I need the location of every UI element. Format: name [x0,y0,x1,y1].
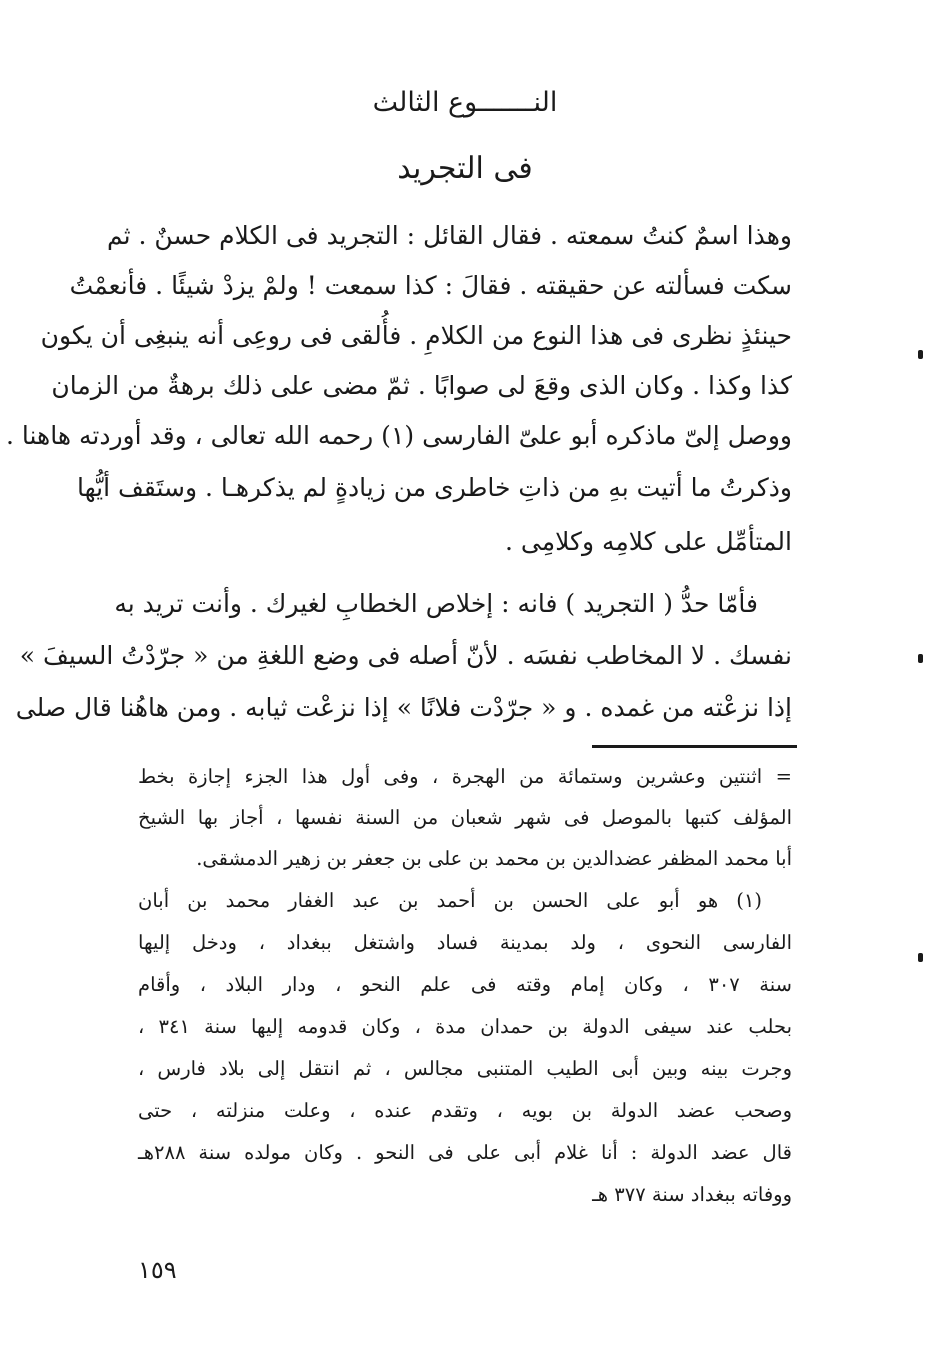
main-text-line: فأمّا حدُّ ( التجريد ) فانه : إخلاص الخطابِ لغيرك . وأنت تريد به [114,589,758,618]
scan-mark [918,350,923,359]
main-text-line: إذا نزعْته من غمده . و « جرّدْت فلانًا » إذا نزعْت ثيابه . ومن هاهُنا قال صلى [15,693,792,722]
chapter-heading: النـــــــوع الثالث [372,87,558,118]
footnote-line: ووفاته ببغداد سنة ٣٧٧ هـ [592,1183,792,1206]
footnote-line: سنة ٣٠٧ ، وكان إمام وقته فى علم النحو ، ودار البلاد ، وأقام [138,973,792,996]
footnote-line: = اثنتين وعشرين وستمائة من الهجرة ، وفى أول هذا الجزء إجازة بخط [138,765,792,788]
footnote-line: الفارسى النحوى ، ولد بمدينة فساد واشتغل ببغداد ، ودخل إليها [138,931,792,954]
main-text-line: وهذا اسمٌ كنتُ سمعته . فقال القائل : التجريد فى الكلام حسنٌ . ثم [106,221,792,250]
main-text-line: حينئذٍ نظرى فى هذا النوع من الكلامِ . فأُلقى فى روعِى أنه ينبغِى أن يكون [40,321,792,350]
main-text-line: المتأمِّل على كلامِه وكلامِى . [505,527,792,556]
main-text-line: كذا وكذا . وكان الذى وقعَ لى صوابًا . ثمّ مضى على ذلك برهةٌ من الزمان [51,371,792,400]
main-text-line: نفسك . لا المخاطب نفسَه . لأنّ أصله فى وضع اللغةِ من « جرّدْتُ السيفَ » [19,641,792,670]
main-text-line: سكت فسألته عن حقيقته . فقالَ : كذا سمعت ! ولمْ يزدْ شيئًا . فأنعمْتُ [69,271,792,300]
footnote-line: المؤلف كتبها بالموصل فى شهر شعبان من السنة نفسها ، أجاز بها الشيخ [138,806,792,829]
footnote-separator [592,745,797,748]
main-text-line: ووصل إلىّ ماذكره أبو علىّ الفارسى (١) رحمه الله تعالى ، وقد أوردته هاهنا . [6,421,792,450]
footnote-line: وصحب عضد الدولة بن بويه ، وتقدم عنده ، وعلت منزلته ، حتى [138,1099,792,1122]
scan-mark [918,654,923,663]
footnote-line: قال عضد الدولة : أنا غلام أبى على فى النحو . وكان مولده سنة ٢٨٨هـ [138,1141,792,1164]
footnote-line: بحلب عند سيفى الدولة بن حمدان مدة ، وكان قدومه إليها سنة ٣٤١ ، [138,1015,793,1038]
footnote-line: وجرت بينه وبين أبى الطيب المتنبى مجالس ، ثم انتقل إلى بلاد فارس ، [138,1057,792,1080]
page-number: ١٥٩ [138,1256,177,1284]
footnote-line: (١) هو أبو على الحسن بن أحمد بن عبد الغفار محمد بن أبان [138,889,762,912]
main-text-line: وذكرتُ ما أتيت بهِ من ذاتِ خاطرى من زيادةٍ لم يذكرهـا . وستَقف أيُّها [76,473,792,502]
scan-mark [918,953,923,962]
footnote-line: أبا محمد المظفر عضدالدين بن محمد بن على بن جعفر بن زهير الدمشقى. [196,847,792,870]
section-heading: فى التجريد [397,151,533,186]
